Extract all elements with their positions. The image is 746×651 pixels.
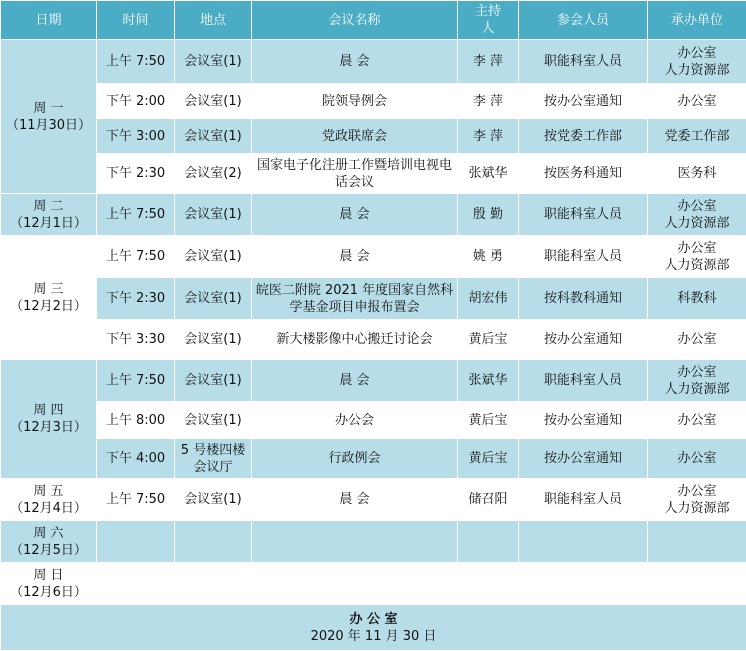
- organizer-line1: 办公室: [677, 240, 717, 256]
- meeting-cell: 院领导例会: [252, 84, 458, 119]
- empty-cell: [519, 521, 648, 563]
- meeting-cell: 行政例会: [252, 439, 458, 479]
- day-label: 周 四: [33, 403, 64, 418]
- meeting-cell: 晨 会: [252, 479, 458, 521]
- participants-cell: 按办公室通知: [519, 320, 648, 360]
- table-row: [1, 84, 746, 119]
- participants-cell: 按办公室通知: [519, 402, 648, 439]
- host-cell: 李 萍: [458, 119, 519, 154]
- meeting-cell: 党政联席会: [252, 119, 458, 154]
- meeting-cell: 晨 会: [252, 40, 458, 84]
- header-host-line1: 主持: [474, 4, 501, 19]
- day-cell-fri: [1, 479, 97, 521]
- place-cell: 会议室(1): [175, 194, 252, 236]
- header-meeting: 会议名称: [252, 1, 458, 40]
- organizer-line1: 办公室: [677, 45, 717, 61]
- table-row: [1, 563, 746, 605]
- participants-cell: 职能科室人员: [519, 236, 648, 278]
- day-cell-wed: [1, 236, 97, 360]
- host-cell: 张斌华: [458, 360, 519, 402]
- organizer-cell: 办公室: [648, 84, 746, 119]
- time-cell: 下午 3:00: [97, 119, 175, 154]
- time-cell: 下午 2:30: [97, 278, 175, 320]
- organizer-cell: 办公室: [648, 402, 746, 439]
- day-date: （12月1日）: [10, 215, 87, 231]
- empty-cell: [458, 563, 519, 605]
- participants-cell: 职能科室人员: [519, 40, 648, 84]
- organizer-cell: [648, 194, 746, 236]
- header-time: 时间: [97, 1, 175, 40]
- empty-cell: [648, 563, 746, 605]
- header-place: 地点: [175, 1, 252, 40]
- day-label: 周 五: [33, 483, 64, 499]
- organizer-cell: [648, 236, 746, 278]
- host-cell: 黄后宝: [458, 402, 519, 439]
- day-date: （12月3日）: [10, 420, 87, 435]
- time-cell: 上午 7:50: [97, 360, 175, 402]
- table-row: [1, 278, 746, 320]
- header-host-line2: 人: [481, 21, 495, 36]
- footer-row: [1, 605, 746, 651]
- table-row: [1, 360, 746, 402]
- host-cell: 储召阳: [458, 479, 519, 521]
- header-host: [458, 1, 519, 40]
- empty-cell: [252, 521, 458, 563]
- day-date: （12月6日）: [10, 584, 87, 600]
- participants-cell: 按办公室通知: [519, 84, 648, 119]
- organizer-cell: [648, 40, 746, 84]
- day-cell-thu: [1, 360, 97, 479]
- table-row: [1, 154, 746, 194]
- place-cell: 会议室(1): [175, 236, 252, 278]
- host-cell: 胡宏伟: [458, 278, 519, 320]
- participants-cell: 按医务科通知: [519, 154, 648, 194]
- day-label: 周 三: [33, 281, 64, 297]
- host-cell: 张斌华: [458, 154, 519, 194]
- day-label: 周 日: [33, 567, 64, 583]
- empty-cell: [97, 563, 175, 605]
- day-date: （12月4日）: [10, 500, 87, 516]
- organizer-cell: 办公室: [648, 320, 746, 360]
- time-cell: 上午 8:00: [97, 402, 175, 439]
- participants-cell: 按科教科通知: [519, 278, 648, 320]
- empty-cell: [648, 521, 746, 563]
- table-row: [1, 236, 746, 278]
- time-cell: 上午 7:50: [97, 236, 175, 278]
- empty-cell: [97, 521, 175, 563]
- place-cell: 5 号楼四楼会议厅: [175, 439, 252, 479]
- day-label: 周 一: [33, 100, 64, 116]
- host-cell: 姚 勇: [458, 236, 519, 278]
- place-cell: 会议室(2): [175, 154, 252, 194]
- table-row: [1, 194, 746, 236]
- place-cell: 会议室(1): [175, 278, 252, 320]
- host-cell: 李 萍: [458, 84, 519, 119]
- table-row: [1, 402, 746, 439]
- empty-cell: [252, 563, 458, 605]
- day-cell-tue: [1, 194, 97, 236]
- table-row: [1, 40, 746, 84]
- host-cell: 李 萍: [458, 40, 519, 84]
- organizer-cell: 办公室: [648, 439, 746, 479]
- host-cell: 黄后宝: [458, 439, 519, 479]
- organizer-line2: 人力资源部: [664, 215, 730, 231]
- table-row: [1, 119, 746, 154]
- host-cell: 殷 勤: [458, 194, 519, 236]
- participants-cell: 职能科室人员: [519, 479, 648, 521]
- time-cell: 下午 2:00: [97, 84, 175, 119]
- empty-cell: [175, 521, 252, 563]
- organizer-line2: 人力资源部: [664, 62, 730, 78]
- time-cell: 下午 4:00: [97, 439, 175, 479]
- participants-cell: 职能科室人员: [519, 360, 648, 402]
- place-cell: 会议室(1): [175, 320, 252, 360]
- day-cell-sat: [1, 521, 97, 563]
- participants-cell: 按党委工作部: [519, 119, 648, 154]
- organizer-line1: 办公室: [677, 364, 717, 380]
- day-label: 周 二: [33, 198, 64, 214]
- participants-cell: 按办公室通知: [519, 439, 648, 479]
- time-cell: 上午 7:50: [97, 479, 175, 521]
- time-cell: 上午 7:50: [97, 194, 175, 236]
- meeting-cell: 国家电子化注册工作暨培训电视电话会议: [252, 154, 458, 194]
- meeting-cell: 皖医二附院 2021 年度国家自然科学基金项目申报布置会: [252, 278, 458, 320]
- place-cell: 会议室(1): [175, 360, 252, 402]
- empty-cell: [458, 521, 519, 563]
- time-cell: 下午 3:30: [97, 320, 175, 360]
- footer-office: 办 公 室: [349, 611, 398, 627]
- organizer-cell: 科教科: [648, 278, 746, 320]
- day-date: （11月30日）: [5, 117, 92, 133]
- meeting-cell: 办公会: [252, 402, 458, 439]
- header-row: [1, 1, 746, 40]
- organizer-line2: 人力资源部: [664, 381, 730, 397]
- host-cell: 黄后宝: [458, 320, 519, 360]
- organizer-cell: [648, 360, 746, 402]
- footer-cell: [1, 605, 746, 651]
- meeting-cell: 晨 会: [252, 360, 458, 402]
- day-cell-mon: [1, 40, 97, 194]
- day-cell-sun: [1, 563, 97, 605]
- place-cell: 会议室(1): [175, 402, 252, 439]
- organizer-cell: 党委工作部: [648, 119, 746, 154]
- meeting-cell: 晨 会: [252, 236, 458, 278]
- place-cell: 会议室(1): [175, 119, 252, 154]
- footer-date: 2020 年 11 月 30 日: [310, 628, 437, 644]
- place-cell: 会议室(1): [175, 40, 252, 84]
- time-cell: 下午 2:30: [97, 154, 175, 194]
- empty-cell: [175, 563, 252, 605]
- day-label: 周 六: [33, 525, 64, 541]
- header-organizer: 承办单位: [648, 1, 746, 40]
- header-date: 日期: [1, 1, 97, 40]
- organizer-line2: 人力资源部: [664, 257, 730, 273]
- day-date: （12月2日）: [10, 298, 87, 314]
- table-row: [1, 521, 746, 563]
- meeting-cell: 晨 会: [252, 194, 458, 236]
- time-cell: 上午 7:50: [97, 40, 175, 84]
- table-row: [1, 479, 746, 521]
- meeting-cell: 新大楼影像中心搬迁讨论会: [252, 320, 458, 360]
- organizer-line2: 人力资源部: [664, 500, 730, 516]
- organizer-line1: 办公室: [677, 198, 717, 214]
- day-date: （12月5日）: [10, 542, 87, 558]
- place-cell: 会议室(1): [175, 479, 252, 521]
- empty-cell: [519, 563, 648, 605]
- organizer-cell: [648, 479, 746, 521]
- organizer-cell: 医务科: [648, 154, 746, 194]
- organizer-line1: 办公室: [677, 483, 717, 499]
- table-row: [1, 320, 746, 360]
- participants-cell: 职能科室人员: [519, 194, 648, 236]
- place-cell: 会议室(1): [175, 84, 252, 119]
- table-row: [1, 439, 746, 479]
- header-participants: 参会人员: [519, 1, 648, 40]
